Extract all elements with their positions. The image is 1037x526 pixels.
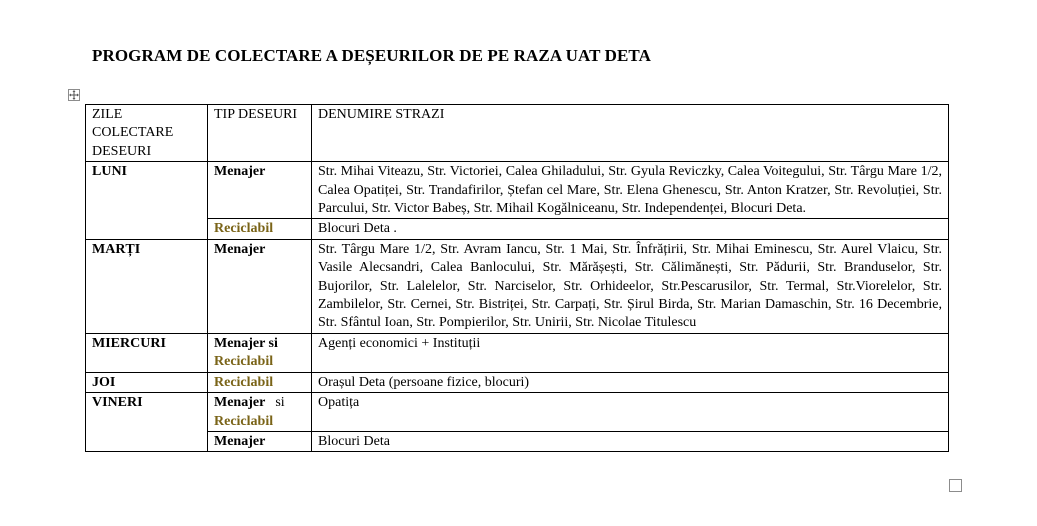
day-cell-miercuri: MIERCURI (86, 333, 208, 372)
type-cell: Reciclabil (208, 372, 312, 392)
type-part-menajer: Menajer (214, 395, 266, 411)
streets-cell: Opatița (312, 393, 949, 432)
header-days: ZILE COLECTARE DESEURI (86, 105, 208, 162)
table-row (86, 372, 949, 392)
type-part-reciclabil: Reciclabil (214, 354, 274, 370)
table-row (86, 239, 949, 333)
type-cell (208, 333, 312, 372)
table-header-row (86, 105, 949, 162)
type-part-conj: si (275, 395, 285, 411)
streets-cell: Blocuri Deta . (312, 219, 949, 239)
day-cell-luni: LUNI (86, 162, 208, 240)
day-cell-marti: MARȚI (86, 239, 208, 333)
header-type: TIP DESEURI (208, 105, 312, 162)
header-streets: DENUMIRE STRAZI (312, 105, 949, 162)
streets-cell: Agenți economici + Instituții (312, 333, 949, 372)
streets-cell: Blocuri Deta (312, 431, 949, 451)
type-cell: Menajer (208, 162, 312, 219)
type-part-reciclabil: Reciclabil (214, 413, 274, 429)
table-row (86, 393, 949, 432)
streets-cell: Orașul Deta (persoane fizice, blocuri) (312, 372, 949, 392)
resize-square-icon[interactable] (949, 479, 962, 492)
type-cell: Menajer (208, 239, 312, 333)
page-title: PROGRAM DE COLECTARE A DEȘEURILOR DE PE RAZA UAT DETA (92, 46, 651, 65)
type-cell (208, 393, 312, 432)
table-row (86, 219, 949, 239)
day-cell-joi: JOI (86, 372, 208, 392)
table-row (86, 333, 949, 372)
type-part-menajer-line (214, 394, 305, 412)
table-row (86, 431, 949, 451)
type-cell: Reciclabil (208, 219, 312, 239)
day-cell-vineri: VINERI (86, 393, 208, 452)
table-row (86, 162, 949, 219)
collection-schedule-table (85, 104, 949, 452)
type-cell: Menajer (208, 431, 312, 451)
streets-cell: Str. Târgu Mare 1/2, Str. Avram Iancu, Str. 1 Mai, Str. Înfrățirii, Str. Mihai Eminescu, Str. Aurel Vlaicu, Str. Vasile Alecsandri, Calea Banlocului, Str. Mărășești, Str. Călimănești, Str. Pădurii, Str. Branduselor, Str. Bujorilor, Str. Lalelelor, Str. Narciselor, Str. Orhideelor, Str.Pescarusilor, Str. Termal, Str.Viorelelor, Str. Zambilelor, Str. Cernei, Str. Bistriței, Str. Carpați, Str. Șirul Birda, Str. Marian Damaschin, Str. 16 Decembrie, Str. Sfântul Ioan, Str. Pompierilor, Str. Unirii, Str. Nicolae Titulescu (312, 239, 949, 333)
move-arrows-icon[interactable] (68, 89, 80, 101)
type-part-menajer: Menajer si (214, 335, 278, 351)
streets-cell: Str. Mihai Viteazu, Str. Victoriei, Calea Ghiladului, Str. Gyula Reviczky, Calea Voitegului, Str. Târgu Mare 1/2, Calea Opatiței, Str. Trandafirilor, Ștefan cel Mare, Str. Elena Ghenescu, Str. Anton Kratzer, Str. Revoluției, Str. Parcului, Str. Victor Babeș, Str. Mihail Kogălniceanu, Str. Independenței, Blocuri Deta. (312, 162, 949, 219)
